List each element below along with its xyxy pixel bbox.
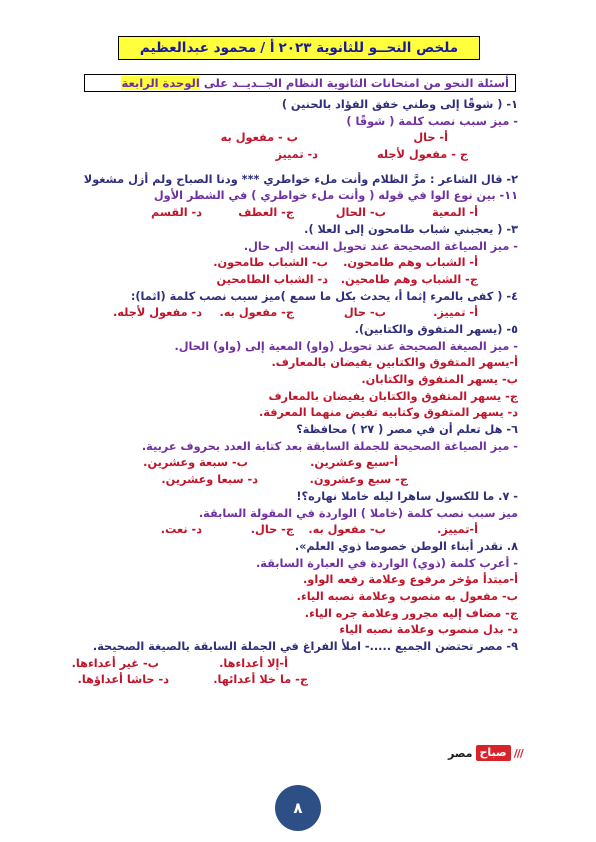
question-text: ١- ( شوقًا إلى وطني خفق الفؤاد بالحنين ) <box>281 98 518 111</box>
answer-option: أ-تمييز. <box>437 523 478 537</box>
answer-options <box>30 147 518 164</box>
answer-option: د- سبعا وعشرين. <box>161 473 258 487</box>
answer-option: ج- سبع وعشرون. <box>309 473 408 487</box>
answer-line: أ-يسهر المتفوق والكتابين يفيضان بالمعارف. <box>271 356 518 370</box>
answer-option: د- حاشا أعداؤها. <box>77 673 169 687</box>
answer-options <box>30 472 518 489</box>
answer-option: ب- غير أعداءها. <box>71 656 159 670</box>
answer-option: ب- سبعة وعشرين. <box>143 456 248 470</box>
answer-line: ج- مضاف إليه مجرور وعلامة جره الياء. <box>304 606 518 620</box>
answer-option: ج- العطف <box>238 206 294 220</box>
answer-option: ب- مفعول به. <box>308 523 386 537</box>
question-prompt: ١١- بين نوع الوا في قوله ( وأنت ملء خواطري ) في الشطر الأول <box>153 189 518 203</box>
answer-option: د- مفعول لأجله. <box>112 306 202 320</box>
answer-option: د- الشباب الطامحين <box>216 272 328 286</box>
question-text: ٩- مصر تحتضن الجميع .....- املأ الفراغ في الجملة السابقة بالصيغة الصحيحة. <box>92 640 518 653</box>
question-prompt: - أعرب كلمة (ذوي) الواردة في العبارة السابقة. <box>255 556 518 570</box>
answer-option: ج - مفعول لأجله <box>376 148 468 162</box>
question-text: ٤- ( كفى بالمرء إثما أ، يحدث بكل ما سمع )ميز سبب نصب كلمة (اثما): <box>130 289 518 303</box>
answer-option: ج- الشباب وهم طامحين. <box>340 272 478 286</box>
question-text: ٢- قال الشاعر : مرَّ الظلام وأنت ملء خواطري *** ودنا الصباح ولم أزل مشغولا <box>83 172 518 186</box>
answer-option: د- القسم <box>150 206 202 220</box>
answer-option: أ-إلا أعداءها. <box>219 656 288 670</box>
answer-option: د- نعت. <box>160 523 202 537</box>
title-separator: أ / <box>260 40 275 56</box>
answer-option: ج- حال. <box>250 523 294 537</box>
answer-option: ب- الحال <box>335 206 386 220</box>
question-prompt: - ميز سبب نصب كلمة ( شوقًا ) <box>346 114 518 128</box>
answer-options <box>30 255 518 272</box>
answer-line: ج- يسهر المتفوق والكتابان يفيضان بالمعارف <box>268 389 518 403</box>
answer-option: ب- الشباب طامحون. <box>213 256 328 270</box>
answer-options <box>30 522 518 539</box>
logo-box: صباح <box>476 745 511 761</box>
answer-option: ب- حال <box>343 306 386 320</box>
answer-line: د- يسهر المتفوق وكتابيه تفيض منهما المعرفة. <box>259 406 518 420</box>
answer-option: ج- مفعول به. <box>219 306 294 320</box>
answer-option: ب - مفعول به <box>220 131 298 145</box>
answer-options <box>30 205 518 222</box>
question-prompt: - ميز الصياغة الصحيحة للجملة السابقة بعد كتابة العدد بحروف عربية. <box>141 439 518 453</box>
answer-option: د- تمييز <box>275 148 318 162</box>
answer-option: أ- تمييز. <box>433 306 478 320</box>
question-prompt: ميز سبب نصب كلمة (خاملا ) الواردة في المقولة السابقة. <box>198 506 518 520</box>
watermark-logo <box>448 744 523 762</box>
subtitle-main: أسئلة النحو من امتحانات الثانوية النظام الجــديــد على <box>203 76 509 90</box>
logo-text: مصر <box>448 746 473 760</box>
answer-line: ب- يسهر المتفوق والكتابان. <box>361 373 518 386</box>
answer-option: أ- المعية <box>431 206 478 220</box>
answer-line: د- بدل منصوب وعلامة نصبه الياء <box>339 623 518 637</box>
questions-body <box>30 97 518 689</box>
question-text: ٨. نقدر أبناء الوطن خصوصا ذوي العلم». <box>294 539 518 553</box>
question-text: ٣- ( يعجبني شباب طامحون إلى العلا ). <box>304 222 518 236</box>
subtitle-highlight: الوحدة الرابعة <box>121 76 200 90</box>
question-text: ٦- هل تعلم أن في مصر ( ٢٧ ) محافظة؟ <box>296 423 518 437</box>
question-text: ٥- (يسهر المتفوق والكتابين). <box>354 322 518 336</box>
page-title <box>118 36 480 60</box>
answer-option: أ- الشباب وهم طامحون. <box>343 256 478 270</box>
question-text: - ٧. ما للكسول ساهرا ليله خاملا نهاره؟! <box>296 489 518 503</box>
answer-line: ب- مفعول به منصوب وعلامة نصبه الياء. <box>296 589 518 603</box>
answer-option: أ-سبع وعشرين. <box>310 456 398 470</box>
answer-options <box>30 455 518 472</box>
page-number: ٨ <box>275 785 321 831</box>
logo-mark: /// <box>513 746 523 760</box>
question-prompt: - ميز الصياغة الصحيحة عند تحويل النعت إلى حال. <box>243 239 518 253</box>
spacer <box>30 164 518 172</box>
answer-line: أ-مبتدأ مؤخر مرفوع وعلامة رفعه الواو. <box>303 573 518 587</box>
answer-options <box>30 305 518 322</box>
answer-options <box>30 656 518 673</box>
answer-option: ج- ما خلا أعدائها. <box>213 673 308 687</box>
answer-options <box>30 672 518 689</box>
title-main: ملخص النحــو للثانوية ٢٠٢٣ <box>278 40 459 56</box>
answer-option: أ- حال <box>413 131 448 145</box>
title-author: محمود عبدالعظيم <box>139 40 257 56</box>
question-prompt: - ميز الصيغة الصحيحة عند تحويل (واو) المعية إلى (واو) الحال. <box>174 339 518 353</box>
answer-options <box>30 130 518 147</box>
section-subtitle <box>84 74 516 92</box>
answer-options <box>30 272 518 289</box>
